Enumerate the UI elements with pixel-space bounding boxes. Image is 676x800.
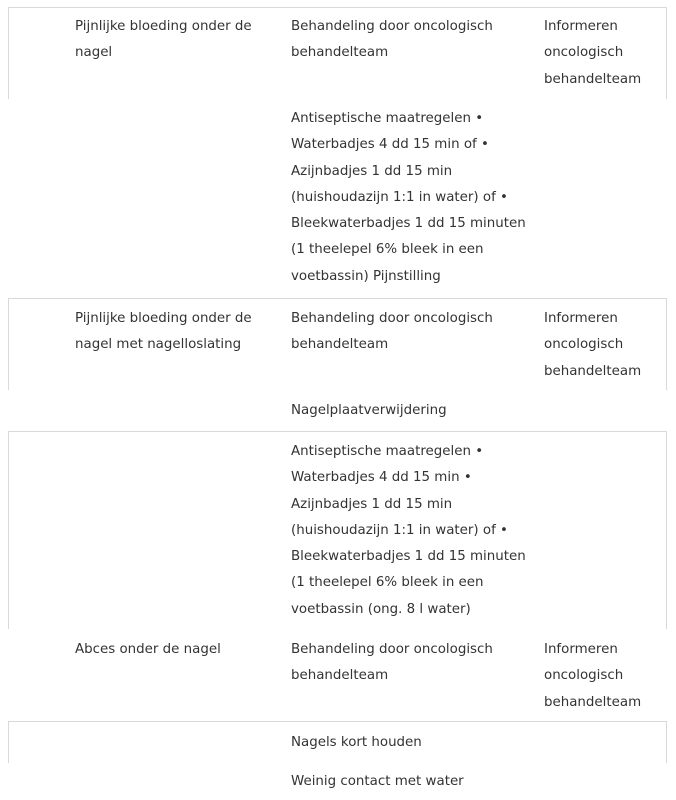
- action-cell: Informeren oncologisch behandelteam: [544, 311, 642, 379]
- treatment-cell: Weinig contact met water: [291, 774, 464, 789]
- row-border-top-1: [8, 7, 667, 8]
- treatment-cell: Nagels kort houden: [291, 735, 422, 750]
- action-cell: Informeren oncologisch behandelteam: [544, 642, 642, 710]
- treatment-cell: Antiseptische maatregelen • Waterbadjes 4 dd 15 min of • Azijnbadjes 1 dd 15 min (huishoudazijn 1:1 in water) of • Bleekwaterbadjes 1 dd 15 minuten (1 theelepel 6% bleek in een voetbassin) Pijnstilling: [291, 111, 526, 284]
- table-left-border: [8, 721, 9, 763]
- condition-cell: Pijnlijke bloeding onder de nagel met nagelloslating: [75, 311, 252, 353]
- row-border-top-4: [8, 721, 667, 722]
- row-border-top-2: [8, 298, 667, 299]
- table-right-border: [666, 7, 667, 99]
- table-left-border: [8, 7, 9, 99]
- condition-cell: Pijnlijke bloeding onder de nagel: [75, 19, 252, 61]
- action-cell: Informeren oncologisch behandelteam: [544, 19, 642, 87]
- treatment-cell: Antiseptische maatregelen • Waterbadjes 4 dd 15 min • Azijnbadjes 1 dd 15 min (huishoudazijn 1:1 in water) of • Bleekwaterbadjes 1 dd 15 minuten (1 theelepel 6% bleek in een voetbassin (ong. 8 l water): [291, 444, 526, 617]
- table-right-border: [666, 298, 667, 390]
- row-border-top-3: [8, 431, 667, 432]
- treatment-cell: Behandeling door oncologisch behandelteam: [291, 19, 493, 61]
- treatment-cell: Behandeling door oncologisch behandelteam: [291, 311, 493, 353]
- table-left-border: [8, 431, 9, 629]
- table-right-border: [666, 431, 667, 629]
- condition-cell: Abces onder de nagel: [75, 642, 221, 657]
- table-left-border: [8, 298, 9, 390]
- treatment-cell: Behandeling door oncologisch behandelteam: [291, 642, 493, 684]
- treatment-cell: Nagelplaatverwijdering: [291, 403, 447, 418]
- table-right-border: [666, 721, 667, 763]
